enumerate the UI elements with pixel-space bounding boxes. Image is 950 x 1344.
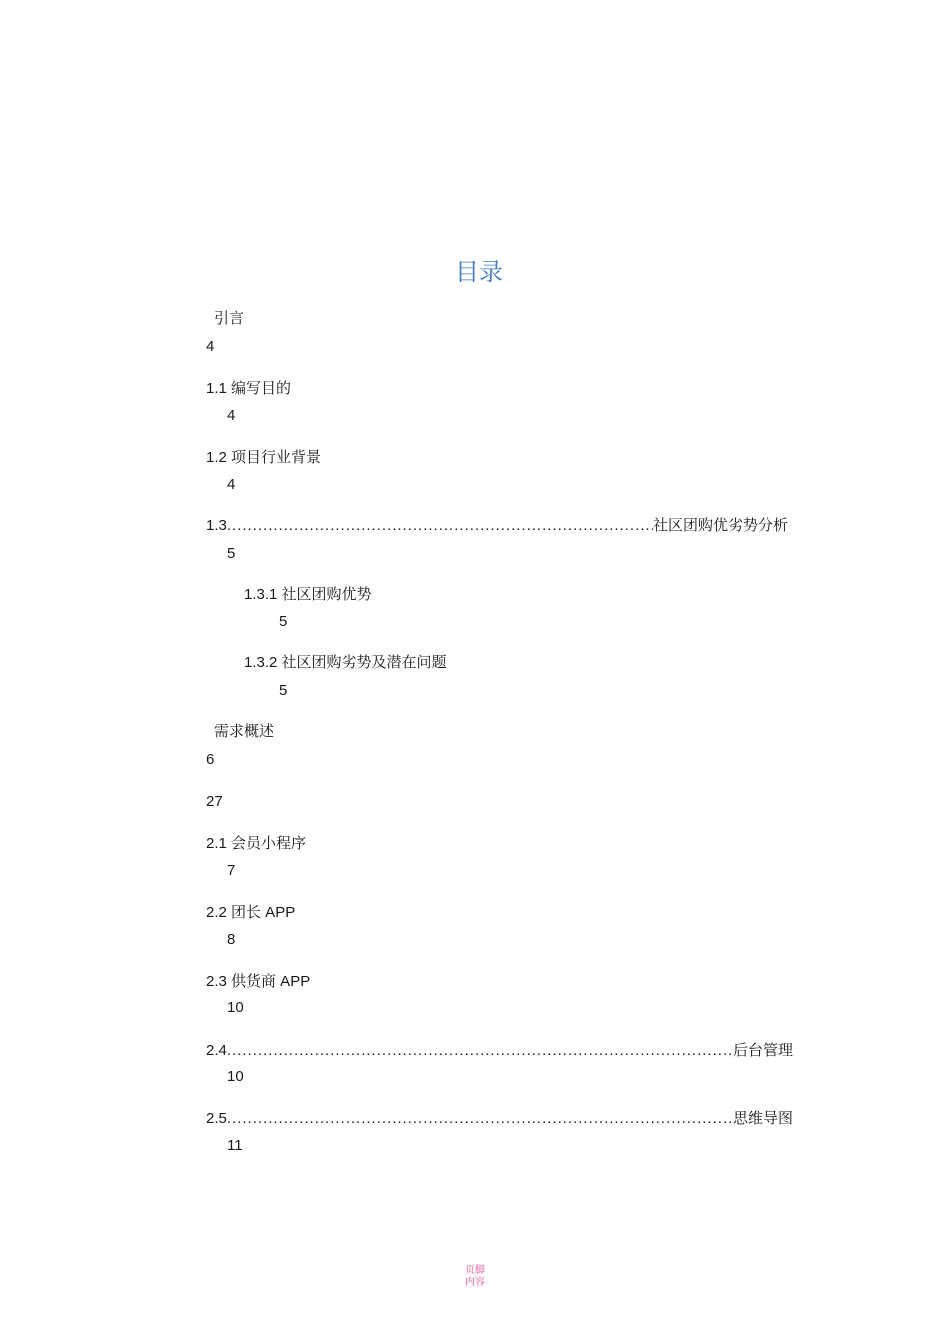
- toc-entry-2-3-page: 10: [227, 999, 244, 1016]
- toc-entry-2-5-number: 2.5: [206, 1110, 227, 1127]
- footer-line-2: 内容: [465, 1277, 485, 1288]
- toc-entry-2-4-page: 10: [227, 1068, 244, 1085]
- toc-entry-1-2-label[interactable]: 1.2 项目行业背景: [206, 449, 322, 466]
- toc-entry-1-3-page: 5: [227, 545, 236, 562]
- toc-entry-1-3-1-label[interactable]: 1.3.1 社区团购优势: [244, 586, 372, 603]
- toc-entry-1-3-1-page: 5: [279, 613, 288, 630]
- toc-entry-1-3-label: 社区团购优劣势分析: [652, 517, 788, 534]
- toc-entry-2-4-number: 2.4: [206, 1042, 227, 1059]
- dot-leader: [227, 516, 653, 536]
- toc-entry-2-3-label[interactable]: 2.3 供货商 APP: [206, 973, 311, 990]
- toc-entry-requirements-page: 6: [206, 751, 215, 768]
- toc-entry-1-3-2-label[interactable]: 1.3.2 社区团购劣势及潜在问题: [244, 654, 447, 671]
- toc-entry-1-1-label[interactable]: 1.1 编写目的: [206, 380, 292, 397]
- toc-entry-1-3[interactable]: [206, 516, 788, 536]
- toc-entry-stray-number: 27: [206, 793, 223, 810]
- toc-entry-2-4[interactable]: [206, 1041, 793, 1061]
- toc-entry-intro-page: 4: [206, 338, 215, 355]
- toc-entry-1-3-number: 1.3: [206, 517, 227, 534]
- toc-entry-2-1-page: 7: [227, 862, 236, 879]
- toc-entry-2-1-label[interactable]: 2.1 会员小程序: [206, 835, 307, 852]
- toc-entry-intro-label[interactable]: 引言: [214, 310, 245, 327]
- dot-leader: [227, 1041, 733, 1061]
- toc-entry-1-3-2-page: 5: [279, 682, 288, 699]
- toc-entry-2-5-label: 思维导图: [732, 1110, 793, 1127]
- toc-entry-1-1-page: 4: [227, 407, 236, 424]
- toc-entry-2-5-page: 11: [227, 1137, 243, 1154]
- toc-title: 目录: [455, 258, 503, 286]
- footer-line-1: 页脚: [465, 1265, 485, 1276]
- toc-entry-2-5[interactable]: [206, 1109, 793, 1129]
- toc-entry-2-4-label: 后台管理: [732, 1042, 793, 1059]
- toc-entry-2-2-label[interactable]: 2.2 团长 APP: [206, 904, 296, 921]
- page-footer: [455, 1265, 495, 1289]
- toc-entry-2-2-page: 8: [227, 931, 236, 948]
- dot-leader: [227, 1109, 733, 1129]
- toc-entry-requirements-label[interactable]: 需求概述: [214, 723, 275, 740]
- toc-entry-1-2-page: 4: [227, 476, 236, 493]
